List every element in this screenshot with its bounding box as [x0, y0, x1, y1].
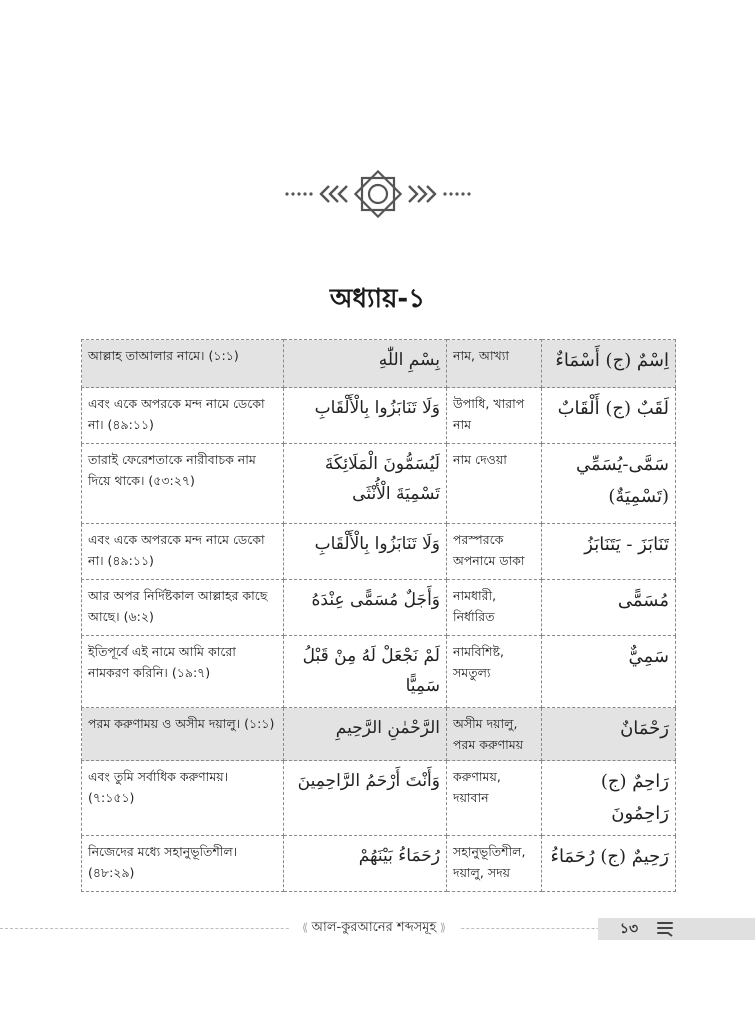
- arabic-example-cell: وَلَا تَنَابَزُوا بِالْأَلْقَابِ: [284, 388, 447, 444]
- meaning-cell: নাম দেওয়া: [447, 444, 542, 524]
- arabic-word-cell: لَقَبٌ (ج) أَلْقَابٌ: [542, 388, 676, 444]
- footer-book-title: আল-কুরআনের শব্দসমূহ: [311, 920, 437, 935]
- chapter-title: অধ্যায়-১: [329, 284, 426, 314]
- table-row: [82, 388, 676, 444]
- bangla-example-cell: এবং একে অপরকে মন্দ নামে ডেকো না। (৪৯:১১): [82, 524, 284, 580]
- bangla-example-cell: পরম করুণাময় ও অসীম দয়ালু। (১:১): [82, 708, 284, 761]
- table-row: [82, 580, 676, 636]
- meaning-cell: পরস্পরকে অপনামে ডাকা: [447, 524, 542, 580]
- bangla-example-cell: আর অপর নির্দিষ্টকাল আল্লাহর কাছে আছে। (৬:২): [82, 580, 284, 636]
- arabic-word-cell: مُسَمًّى: [542, 580, 676, 636]
- menu-lines-icon: [656, 920, 674, 938]
- table-row: [82, 444, 676, 524]
- arabic-word-cell: رَحْمَانٌ: [542, 708, 676, 761]
- footer-book-title-box: [289, 917, 459, 939]
- ornament-divider: [283, 164, 473, 224]
- page-number: ১৩: [619, 921, 639, 937]
- arabic-example-cell: رُحَمَاءُ بَيْنَهُمْ: [284, 836, 447, 892]
- arabic-word-cell: اِسْمٌ (ج) أَسْمَاءٌ: [542, 340, 676, 388]
- meaning-cell: উপাধি, খারাপ নাম: [447, 388, 542, 444]
- table-row: [82, 761, 676, 836]
- arabic-word-cell: رَحِيمٌ (ج) رُحَمَاءُ: [542, 836, 676, 892]
- arabic-example-cell: بِسْمِ اللّٰهِ: [284, 340, 447, 388]
- arabic-example-cell: الرَّحْمٰنِ الرَّحِيمِ: [284, 708, 447, 761]
- meaning-cell: নাম, আখ্যা: [447, 340, 542, 388]
- arabic-word-cell: سَمَّى-يُسَمِّي (تَسْمِيَةٌ): [542, 444, 676, 524]
- right-bracket-icon: ⟫: [436, 921, 446, 934]
- meaning-cell: অসীম দয়ালু, পরম করুণাময়: [447, 708, 542, 761]
- bangla-example-cell: নিজেদের মধ্যে সহানুভূতিশীল। (৪৮:২৯): [82, 836, 284, 892]
- table-row: [82, 636, 676, 708]
- meaning-cell: নামবিশিষ্ট, সমতুল্য: [447, 636, 542, 708]
- bangla-example-cell: এবং তুমি সর্বাধিক করুণাময়। (৭:১৫১): [82, 761, 284, 836]
- table-row: [82, 836, 676, 892]
- arabic-example-cell: وَأَجَلٌ مُسَمًّى عِنْدَهُ: [284, 580, 447, 636]
- meaning-cell: সহানুভূতিশীল, দয়ালু, সদয়: [447, 836, 542, 892]
- arabic-example-cell: لَيُسَمُّونَ الْمَلَائِكَةَ تَسْمِيَةَ الْأُنْثَى: [284, 444, 447, 524]
- arabic-word-cell: رَاحِمٌ (ج) رَاحِمُونَ: [542, 761, 676, 836]
- arabic-example-cell: وَلَا تَنَابَزُوا بِالْأَلْقَابِ: [284, 524, 447, 580]
- arabic-word-cell: تَنَابَزَ - يَتَنَابَزُ: [542, 524, 676, 580]
- table-row: [82, 524, 676, 580]
- bangla-example-cell: এবং একে অপরকে মন্দ নামে ডেকো না। (৪৯:১১): [82, 388, 284, 444]
- left-bracket-icon: ⟪: [302, 921, 312, 934]
- table-row: [82, 708, 676, 761]
- meaning-cell: নামধারী, নির্ধারিত: [447, 580, 542, 636]
- vocabulary-table: [81, 339, 676, 892]
- bangla-example-cell: তারাই ফেরেশতাকে নারীবাচক নাম দিয়ে থাকে। (৫৩:২৭): [82, 444, 284, 524]
- arabic-example-cell: وَأَنْتَ أَرْحَمُ الرَّاحِمِينَ: [284, 761, 447, 836]
- bangla-example-cell: আল্লাহ তাআলার নামে। (১:১): [82, 340, 284, 388]
- arabic-word-cell: سَمِيٌّ: [542, 636, 676, 708]
- meaning-cell: করুণাময়, দয়াবান: [447, 761, 542, 836]
- table-row: [82, 340, 676, 388]
- arabic-example-cell: لَمْ نَجْعَلْ لَهُ مِنْ قَبْلُ سَمِيًّا: [284, 636, 447, 708]
- bangla-example-cell: ইতিপূর্বে এই নামে আমি কারো নামকরণ করিনি। (১৯:৭): [82, 636, 284, 708]
